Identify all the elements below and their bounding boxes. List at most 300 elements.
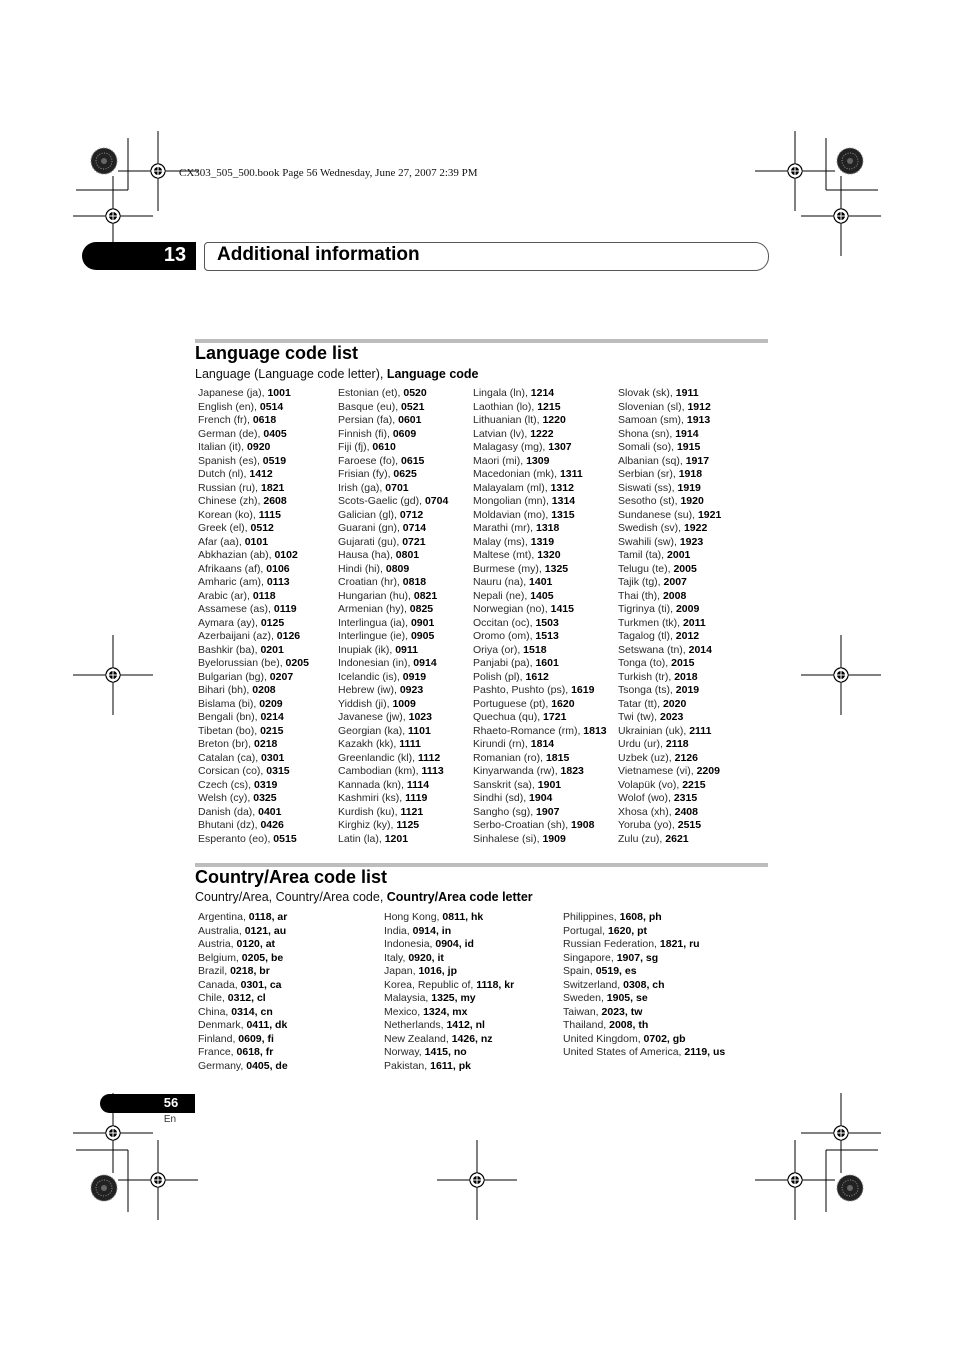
entry-name: Danish (da), [198,805,259,818]
entry-name: Mongolian (mn), [473,495,552,507]
language-subtitle-plain: Language (Language code letter), [195,367,387,381]
entry-code: 2621 [665,832,689,845]
entry-code: 1919 [677,481,701,494]
entry-code: 0205 [285,657,309,669]
entry-name: Afar (aa), [198,535,245,548]
entry-name: Frisian (fy), [338,468,394,480]
entry-code: 2011 [682,616,706,629]
country-entry [384,952,514,966]
language-entry [473,644,607,658]
entry-name: Breton (br), [198,738,255,750]
entry-name: Argentina, [198,911,249,923]
entry-name: Malayalam (ml), [473,481,551,494]
language-entry [338,617,448,631]
entry-name: Malay (ms), [473,535,531,548]
entry-name: Inupiak (ik), [338,643,396,656]
country-entry [198,1019,288,1033]
entry-name: Armenian (hy), [338,603,410,615]
language-column-4 [618,387,721,846]
entry-name: Tagalog (tl), [618,630,676,642]
language-entry [338,468,448,482]
language-entry [198,617,309,631]
entry-code: 0714 [402,522,427,534]
entry-name: Thailand, [563,1019,610,1031]
language-entry [618,468,721,482]
entry-name: Bhutani (dz), [198,819,261,831]
entry-code: 1908 [571,819,595,831]
entry-code: 1312 [550,481,574,494]
language-entry [618,711,721,725]
language-entry [473,441,607,455]
entry-code: 1325, my [431,992,476,1004]
language-entry [473,468,607,482]
entry-name: French (fr), [198,414,253,426]
country-entry [563,911,725,925]
entry-name: Pakistan, [384,1059,431,1072]
country-entry [384,1033,514,1047]
country-entry [563,925,725,939]
country-entry [384,1060,514,1074]
entry-name: Georgian (ka), [338,724,409,737]
country-entry [198,965,288,979]
entry-code: 1201 [384,832,409,845]
entry-name: Spanish (es), [198,454,263,467]
language-entry [473,792,607,806]
entry-name: India, [384,924,413,937]
entry-code: 0601 [398,414,422,426]
entry-code: 1415, no [424,1046,467,1058]
entry-code: 0905 [410,630,435,642]
entry-name: Switzerland, [563,978,624,991]
entry-code: 2005 [673,562,697,575]
language-entry [473,536,607,550]
entry-code: 0301, ca [240,978,282,991]
entry-name: Serbian (sr), [618,468,679,480]
entry-code: 1503 [535,616,559,629]
entry-name: Hong Kong, [384,911,443,923]
entry-name: Malaysia, [384,992,432,1004]
entry-name: Hungarian (hu), [338,589,414,602]
country-entry [198,952,288,966]
entry-code: 0920 [247,441,271,453]
language-subtitle-bold: Language code [386,367,479,381]
chapter-title: Additional information [217,244,420,265]
entry-code: 2126 [674,751,698,764]
language-entry [338,441,448,455]
language-entry [473,725,607,739]
country-entry [384,1006,514,1020]
entry-code: 0215 [260,724,284,737]
entry-code: 1907, sg [616,951,659,964]
country-entry [563,1019,725,1033]
entry-code: 0609, fi [238,1032,274,1045]
language-entry [338,833,448,847]
language-entry [473,603,607,617]
entry-name: Korea, Republic of, [384,978,477,991]
entry-name: Guarani (gn), [338,522,403,534]
language-entry [338,603,448,617]
entry-name: Laothian (lo), [473,400,538,413]
entry-name: Kinyarwanda (rw), [473,765,561,777]
entry-name: Basque (eu), [338,400,402,413]
entry-name: Brazil, [198,965,231,977]
entry-code: 1813 [583,724,607,737]
entry-code: 0515 [273,832,297,845]
entry-code: 0914, in [412,924,452,937]
entry-name: Swedish (sv), [618,522,684,534]
entry-name: Chile, [198,992,228,1004]
entry-code: 0121, au [244,924,287,937]
language-entry [618,617,721,631]
country-entry [384,938,514,952]
entry-code: 1318 [536,522,560,534]
language-entry [618,806,721,820]
entry-code: 2215 [682,778,706,791]
entry-name: Mexico, [384,1005,424,1018]
entry-code: 1911 [675,387,699,399]
entry-code: 0201 [260,643,284,656]
language-entry [198,536,309,550]
entry-name: Korean (ko), [198,508,259,521]
entry-code: 2014 [688,643,712,656]
entry-code: 0901 [410,616,435,629]
entry-name: Tigrinya (ti), [618,603,676,615]
entry-name: English (en), [198,400,260,413]
entry-code: 1401 [529,576,553,588]
country-entry [384,992,514,1006]
entry-code: 1412 [249,468,273,480]
language-entry [338,482,448,496]
entry-name: Irish (ga), [338,481,386,494]
language-entry [338,549,448,563]
entry-name: Panjabi (pa), [473,657,536,669]
country-entry [198,979,288,993]
entry-name: Spain, [563,965,596,977]
entry-code: 1412, nl [446,1019,485,1031]
entry-name: Oriya (or), [473,643,524,656]
entry-code: 1611, pk [430,1059,471,1072]
language-entry [198,441,309,455]
entry-name: Siswati (ss), [618,481,678,494]
entry-code: 0520 [403,387,427,399]
entry-code: 1901 [537,778,562,791]
entry-code: 2515 [677,819,702,831]
entry-code: 1904 [529,792,553,804]
entry-code: 2111 [689,724,712,737]
language-entry [338,738,448,752]
entry-code: 0308, ch [623,978,665,991]
language-entry [473,806,607,820]
language-entry [198,630,309,644]
language-entry [338,563,448,577]
entry-name: Greenlandic (kl), [338,751,418,764]
entry-code: 1324, mx [423,1005,468,1018]
entry-name: Sindhi (sd), [473,792,530,804]
language-entry [473,387,607,401]
entry-code: 1311 [559,468,583,480]
country-subtitle-bold: Country/Area code letter [386,890,533,904]
entry-name: Thai (th), [618,589,663,602]
entry-code: 0914 [413,657,437,669]
language-entry [198,684,309,698]
entry-code: 0615 [401,454,425,467]
entry-code: 0618, fr [236,1046,274,1058]
entry-code: 0325 [253,792,277,804]
entry-code: 0618 [252,414,277,426]
language-entry [618,455,721,469]
language-entry [473,684,607,698]
entry-code: 1222 [530,427,554,440]
language-entry [473,495,607,509]
country-entry [384,965,514,979]
language-entry [473,630,607,644]
language-entry [198,819,309,833]
language-entry [618,684,721,698]
entry-name: Tibetan (bo), [198,724,261,737]
entry-name: Sanskrit (sa), [473,778,538,791]
language-entry [338,576,448,590]
entry-code: 0712 [399,508,424,521]
language-entry [338,806,448,820]
entry-code: 2009 [675,603,700,615]
entry-code: 2019 [675,684,700,696]
language-entry [473,819,607,833]
entry-name: Russian Federation, [563,938,660,950]
language-entry [338,495,448,509]
entry-name: Byelorussian (be), [198,657,286,669]
language-entry [338,455,448,469]
entry-name: Faroese (fo), [338,454,402,467]
entry-name: Japanese (ja), [198,387,268,399]
entry-name: Yiddish (ji), [338,697,393,710]
entry-name: Sinhalese (si), [473,832,543,845]
entry-name: Abkhazian (ab), [198,549,275,561]
language-entry [618,536,721,550]
entry-name: United States of America, [563,1046,685,1058]
language-entry [473,428,607,442]
language-entry [473,752,607,766]
language-entry [618,428,721,442]
language-entry [618,725,721,739]
entry-name: Somali (so), [618,441,677,453]
entry-code: 1016, jp [418,965,457,977]
entry-code: 1415 [550,603,574,615]
entry-code: 0120, at [236,938,276,950]
entry-code: 0102 [274,549,298,561]
language-entry [618,792,721,806]
entry-code: 1214 [530,387,555,399]
entry-name: Sesotho (st), [618,495,681,507]
entry-code: 1518 [523,643,547,656]
entry-name: Occitan (oc), [473,616,536,629]
entry-code: 1815 [545,751,570,764]
entry-code: 1920 [680,495,704,507]
language-entry [618,657,721,671]
entry-name: Xhosa (xh), [618,805,675,818]
language-entry [338,536,448,550]
entry-code: 0126 [276,630,301,642]
language-entry [473,482,607,496]
entry-name: Russian (ru), [198,481,262,494]
entry-name: United Kingdom, [563,1032,644,1045]
language-entry [618,509,721,523]
language-entry [618,414,721,428]
entry-code: 0207 [269,670,294,683]
entry-name: Sangho (sg), [473,805,537,818]
language-entry [618,698,721,712]
entry-name: Turkmen (tk), [618,616,683,629]
language-entry [338,657,448,671]
entry-code: 0401 [258,805,282,818]
print-header: CX303_505_500.book Page 56 Wednesday, June 27, 2007 2:39 PM [179,167,478,179]
entry-name: Albanian (sq), [618,454,686,467]
language-entry [618,576,721,590]
entry-name: Turkish (tr), [618,670,675,683]
entry-name: Nepali (ne), [473,589,531,602]
language-entry [473,657,607,671]
entry-name: Indonesian (in), [338,657,414,669]
language-entry [338,819,448,833]
entry-code: 0911 [395,643,418,656]
entry-code: 0205, be [241,951,284,964]
country-entry [563,952,725,966]
language-entry [618,779,721,793]
language-entry [473,779,607,793]
entry-code: 2119, us [684,1046,726,1058]
entry-code: 1909 [542,832,566,845]
country-column-3 [563,911,725,1060]
entry-name: Latvian (lv), [473,427,531,440]
entry-code: 1608, ph [619,911,662,923]
language-entry [198,711,309,725]
entry-name: Maori (mi), [473,454,527,467]
entry-name: Marathi (mr), [473,522,536,534]
entry-name: Cambodian (km), [338,765,422,777]
entry-code: 0208 [252,684,276,696]
language-column-3 [473,387,607,846]
entry-name: Bashkir (ba), [198,643,261,656]
entry-name: Kannada (kn), [338,778,407,791]
language-entry [338,644,448,658]
language-entry [198,590,309,604]
entry-name: Polish (pl), [473,670,526,683]
language-entry [338,509,448,523]
entry-code: 0405, de [246,1059,288,1072]
entry-name: China, [198,1005,232,1018]
entry-code: 2023, tw [601,1005,643,1018]
language-entry [338,522,448,536]
entry-code: 1215 [537,400,561,413]
entry-code: 1325 [544,562,569,575]
entry-name: Tsonga (ts), [618,684,676,696]
entry-code: 0702, gb [643,1032,686,1045]
language-entry [618,671,721,685]
country-column-1 [198,911,288,1073]
language-entry [198,414,309,428]
entry-code: 1115 [258,508,281,521]
entry-code: 0209 [259,697,283,710]
language-entry [618,630,721,644]
entry-code: 1114 [406,778,430,791]
country-entry [563,979,725,993]
entry-code: 1612 [525,670,549,683]
entry-name: Burmese (my), [473,562,545,575]
entry-code: 2001 [667,549,691,561]
entry-code: 1023 [408,711,432,723]
entry-code: 1923 [679,535,704,548]
entry-code: 0312, cl [227,992,266,1004]
entry-name: Maltese (mt), [473,549,538,561]
entry-code: 1921 [697,508,722,521]
language-entry [473,765,607,779]
entry-name: Estonian (et), [338,387,404,399]
language-entry [338,387,448,401]
entry-name: Greek (el), [198,522,251,534]
language-entry [338,765,448,779]
entry-code: 1620, pt [607,924,648,937]
language-entry [618,765,721,779]
entry-code: 1121 [400,805,424,818]
entry-name: Czech (cs), [198,778,255,791]
language-entry [338,725,448,739]
country-entry [563,1033,725,1047]
entry-name: Scots-Gaelic (gd), [338,495,425,507]
language-entry [473,414,607,428]
entry-name: Tajik (tg), [618,576,664,588]
entry-code: 0519 [262,454,287,467]
language-entry [338,698,448,712]
entry-code: 0214 [260,711,284,723]
entry-code: 1821, ru [659,938,700,950]
entry-name: France, [198,1046,237,1058]
entry-code: 0125 [260,616,285,629]
entry-name: Portuguese (pt), [473,697,552,710]
entry-name: Arabic (ar), [198,589,253,602]
language-entry [198,509,309,523]
entry-code: 0405 [263,427,287,440]
entry-name: Telugu (te), [618,562,674,575]
entry-code: 0315 [266,765,290,777]
country-entry [563,965,725,979]
language-entry [198,455,309,469]
entry-name: Nauru (na), [473,576,530,588]
language-entry [198,387,309,401]
language-entry [198,495,309,509]
entry-code: 0514 [259,400,284,413]
entry-code: 2408 [674,805,698,818]
entry-name: Portugal, [563,924,608,937]
entry-code: 2118 [665,738,689,750]
entry-name: Macedonian (mk), [473,468,560,480]
language-entry [473,711,607,725]
entry-name: Twi (tw), [618,711,660,723]
entry-name: Bislama (bi), [198,697,260,710]
entry-code: 1913 [686,414,711,426]
language-entry [618,590,721,604]
page-number: 56 [163,1095,179,1110]
entry-name: Swahili (sw), [618,535,680,548]
language-entry [198,603,309,617]
language-entry [473,576,607,590]
entry-code: 2015 [671,657,695,669]
language-entry [618,819,721,833]
language-entry [473,509,607,523]
language-entry [473,563,607,577]
entry-code: 1113 [421,765,444,777]
entry-code: 1513 [535,630,559,642]
entry-code: 1101 [408,724,431,737]
entry-code: 0218 [254,738,278,750]
